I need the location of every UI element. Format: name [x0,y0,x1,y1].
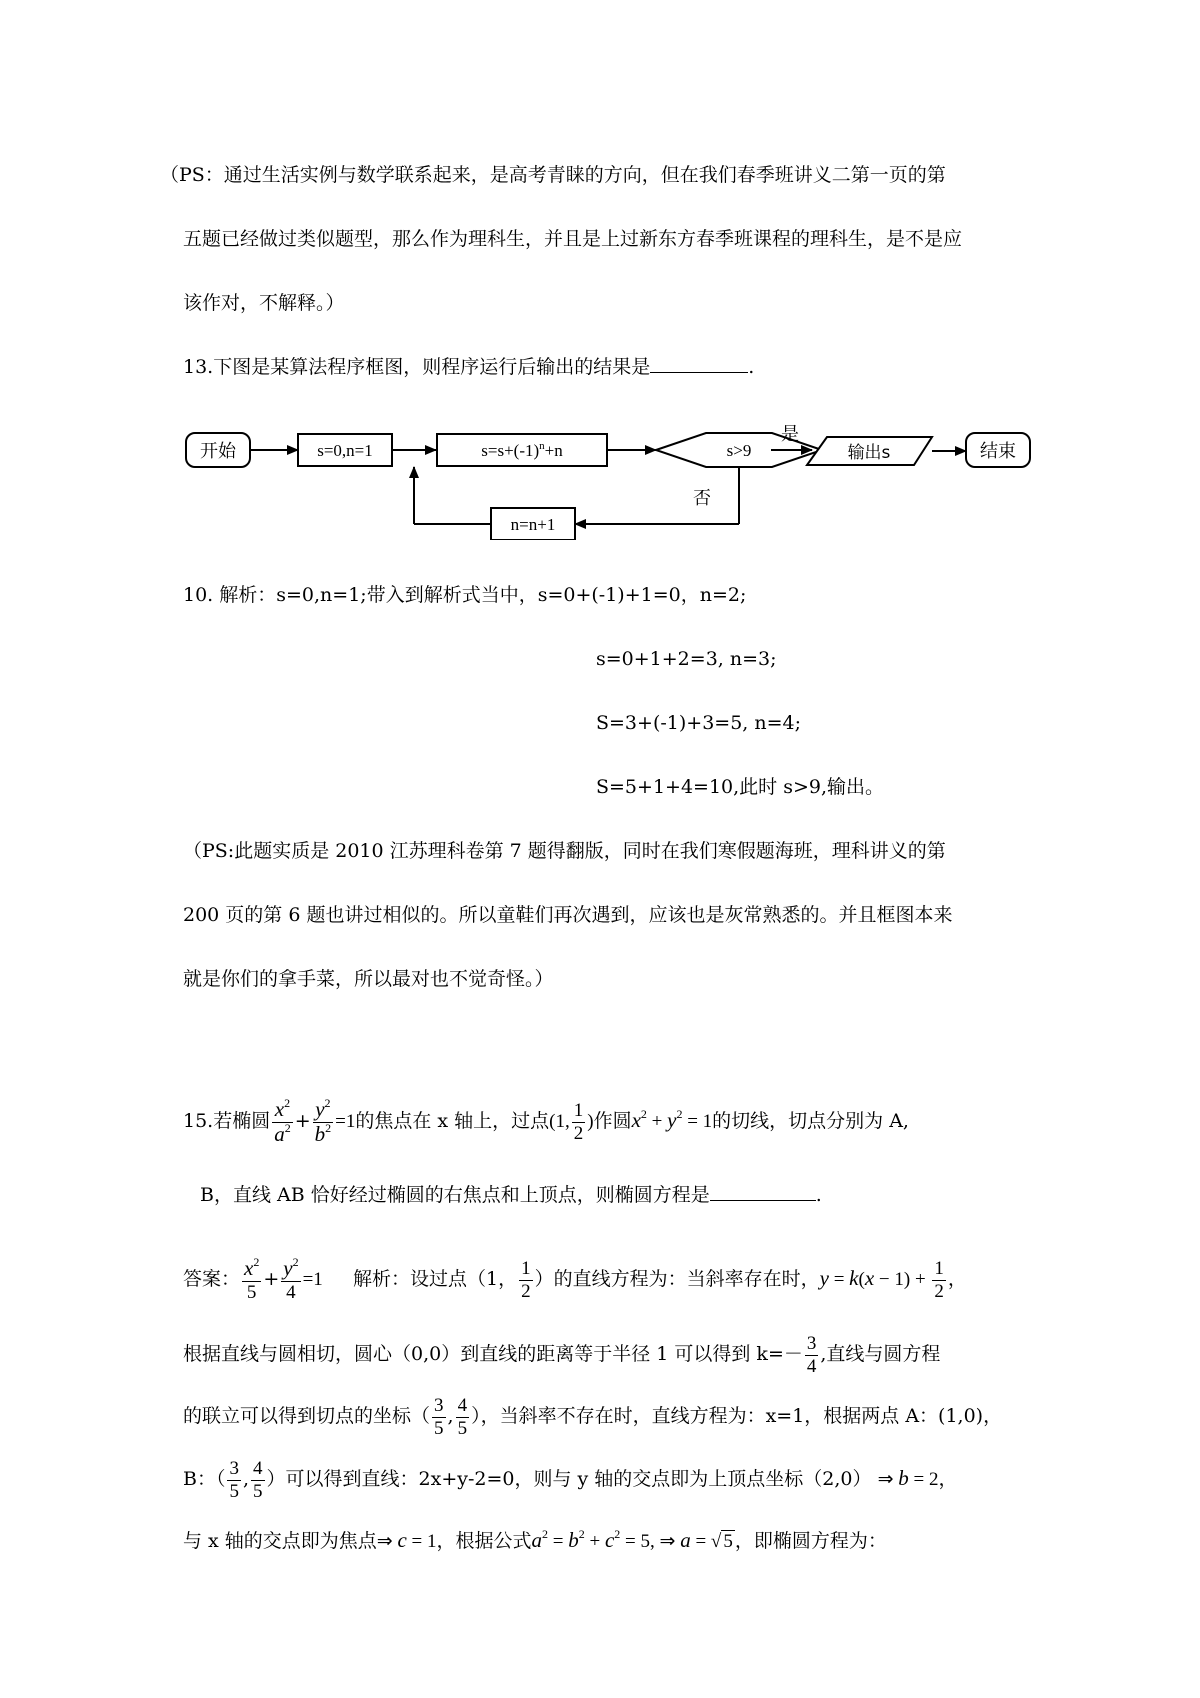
flow-init-label: s=0,n=1 [317,441,373,460]
flow-update-label: $s=s+(-1)^n+n$ [481,440,563,460]
answer-15-text-i: 与 x 轴的交点即为焦点 [183,1530,377,1552]
answer-15-text-g: B：（ [183,1468,226,1490]
fraction-one-half-2: $\frac{1}{2}$ [521,1257,531,1302]
question-15-line-1: 15.若椭圆 $\frac{x^2}{a^2}$ + $\frac{y^2}{b^2}$ =1的焦点在 x 轴上，过点(1, $\frac{1}{2}$ )作圆$x^2 + y^2 = 1$的切线，切点分别为 A, [183,1095,909,1146]
q15-text-d: 的切线，切点分别为 A, [712,1110,909,1132]
solution-13-line-3: S=3+(-1)+3=5, n=4; [596,712,802,734]
fraction-y2-4: $\frac{y^2}{4}$ [283,1254,299,1303]
fraction-3-5: $\frac{3}{5}$ [434,1394,444,1439]
answer-15-text-k: ，即椭圆方程为： [734,1530,887,1552]
flowchart [0,0,1200,540]
fraction-4-5: $\frac{4}{5}$ [457,1394,468,1439]
flow-decision-label: s>9 [726,441,752,460]
solution-13-line-4: S=5+1+4=10,此时 s>9,输出。 [596,776,885,798]
q15-text-c: 作圆 [593,1110,632,1132]
fraction-x2-5: $\frac{x^2}{5}$ [244,1254,260,1303]
flow-output-label: 输出s [847,443,891,463]
answer-15-line-4: B：（ $\frac{3}{5}$ , $\frac{4}{5}$ ）可以得到直线：2x+y-2=0，则与 y 轴的交点即为上顶点坐标（2,0） ⇒ b = 2， [183,1457,958,1502]
answer-15-line-1: 答案： $\frac{x^2}{5}$ + $\frac{y^2}{4}$ =1 解析：设过点（1， $\frac{1}{2}$ ）的直线方程为：当斜率存在时，y = k(x − 1) + $\frac{1}{2}$ ， [183,1254,967,1303]
answer-blank-15 [710,1180,816,1201]
answer-15-text-a: 解析：设过点（1， [353,1268,518,1290]
fraction-y2-b2: $\frac{y^2}{b^2}$ [314,1095,332,1146]
flow-end-label: 结束 [980,441,1016,462]
fraction-3-5-b: $\frac{3}{5}$ [229,1457,239,1502]
fraction-one-half-3: $\frac{1}{2}$ [934,1257,944,1302]
answer-15-line-3: 的联立可以得到切点的坐标（ $\frac{3}{5}$ , $\frac{4}{5}$ ），当斜率不存在时，直线方程为：x=1，根据两点 A：(1,0)， [183,1394,1003,1439]
answer-label: 答案： [183,1268,241,1290]
q15-text-a: 15.若椭圆 [183,1110,271,1132]
ps-note-2-line-1: （PS:此题实质是 2010 江苏理科卷第 7 题得翻版，同时在我们寒假题海班，理科讲义的第 [183,840,946,862]
answer-15-text-j: ，根据公式 [436,1530,532,1552]
ps-note-1-line-3: 该作对，不解释。） [183,292,345,314]
fraction-one-half: $\frac{1}{2}$ [573,1099,584,1144]
answer-15-text-h: ）可以得到直线：2x+y-2=0，则与 y 轴的交点即为上顶点坐标（2,0） [266,1468,872,1490]
answer-15-text-c: 根据直线与圆相切，圆心（0,0）到直线的距离等于半径 1 可以得到 k=－ [183,1343,803,1365]
flow-start-label: 开始 [200,441,236,462]
ps-note-1-line-1: （PS：通过生活实例与数学联系起来，是高考青睐的方向，但在我们春季班讲义二第一页的第 [160,164,946,186]
flow-no-label: 否 [693,488,711,509]
question-15-line-2 [200,1180,822,1210]
answer-15-text-f: ），当斜率不存在时，直线方程为：x=1，根据两点 A：(1,0)， [471,1405,1003,1427]
answer-15-text-e: 的联立可以得到切点的坐标（ [183,1405,431,1427]
q15-text-e: B，直线 AB 恰好经过椭圆的右焦点和上顶点，则椭圆方程是 [200,1184,710,1206]
answer-15-text-b: ）的直线方程为：当斜率存在时， [534,1268,820,1290]
ps-note-1-line-2: 五题已经做过类似题型，那么作为理科生，并且是上过新东方春季班课程的理科生，是不是应 [183,228,963,250]
ps-note-2-line-3: 就是你们的拿手菜，所以最对也不觉奇怪。） [183,968,554,990]
ps-note-2-line-2: 200 页的第 6 题也讲过相似的。所以童鞋们再次遇到，应该也是灰常熟悉的。并且框图本来 [183,904,953,926]
fraction-x2-a2: $\frac{x^2}{a^2}$ [274,1095,291,1146]
question-13-text: 13.下图是某算法程序框图，则程序运行后输出的结果是 [183,356,651,378]
flow-yes-label: 是 [781,424,799,445]
q15-period: . [815,1184,822,1206]
answer-15-line-5: 与 x 轴的交点即为焦点⇒ c = 1，根据公式$a^2 = b^2 + c^2 = 5$, ⇒ a = √ 5 ，即椭圆方程为： [183,1527,887,1552]
fraction-3-4: $\frac{3}{4}$ [806,1332,817,1377]
solution-13-line-1: 10. 解析：s=0,n=1;带入到解析式当中，s=0+(-1)+1=0，n=2; [183,584,747,606]
answer-15-line-2 [183,1326,940,1382]
fraction-4-5-b: $\frac{4}{5}$ [253,1457,263,1502]
q15-text-b: 的焦点在 x 轴上，过点 [355,1110,550,1132]
flow-increment-label: n=n+1 [510,515,556,534]
answer-15-text-d: ,直线与圆方程 [820,1343,941,1365]
question-13-period: . [748,356,755,378]
solution-13-line-2: s=0+1+2=3, n=3; [596,648,777,670]
